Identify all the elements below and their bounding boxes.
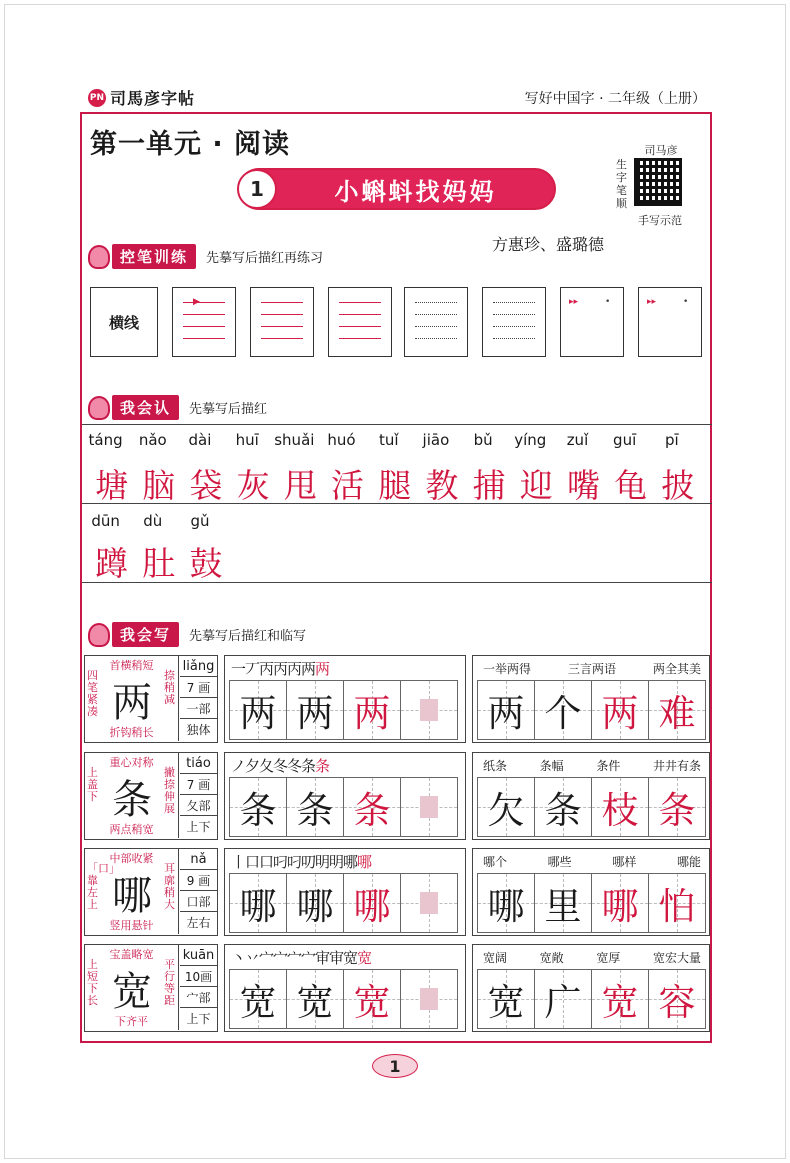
copy-cell[interactable] <box>229 969 287 1029</box>
brand-name: 司馬彦字帖 <box>110 89 196 108</box>
arrow-icon: ▶ <box>193 297 200 307</box>
practice-panel <box>224 752 466 840</box>
tip-bottom: 两点稍宽 <box>109 823 154 836</box>
tip-left: 上短下长 <box>87 958 98 1007</box>
pinyin-label: táng <box>88 431 123 449</box>
blank-cell[interactable] <box>400 777 458 837</box>
grid-char: 哪 <box>239 885 277 928</box>
word-cell[interactable] <box>477 680 535 740</box>
pink-mark-icon <box>420 892 438 914</box>
pinyin-label: guī <box>613 431 637 449</box>
grid-char: 条 <box>239 789 277 832</box>
char-strokes: 7 画 <box>180 677 217 698</box>
writing-row <box>84 944 710 1032</box>
char-info-panel <box>84 752 218 840</box>
pinyin-label: yíng <box>514 431 547 449</box>
grid-char: 怕 <box>658 885 696 928</box>
char-structure: 上下 <box>186 1012 211 1026</box>
stroke-order-black: ノ夕夂冬冬条 <box>231 757 316 775</box>
mascot-icon <box>88 623 110 647</box>
section-write-head <box>88 622 306 647</box>
pinyin-label: jiāo <box>422 431 450 449</box>
lesson-banner <box>238 168 556 210</box>
tip-top: 首横稍短 <box>109 659 154 672</box>
word-panel <box>472 848 710 936</box>
word-cell[interactable] <box>534 680 592 740</box>
trace-char: 龟 <box>614 466 648 505</box>
stroke-label: 横线 <box>90 287 158 357</box>
grid-char: 两 <box>353 692 391 735</box>
qr-name: 司马彦 <box>644 144 678 157</box>
practice-panel <box>224 655 466 743</box>
word-cell[interactable] <box>648 680 706 740</box>
tip-bottom: 竖用悬针 <box>109 919 154 932</box>
word-list <box>483 660 701 677</box>
series-title: 写好中国字 · 二年级（上册） <box>524 91 706 107</box>
char-guide <box>85 656 179 741</box>
stroke-order <box>231 947 371 969</box>
trace-char: 灰 <box>236 466 270 505</box>
stroke-order-final: 宽 <box>357 949 372 967</box>
word-cell[interactable] <box>534 777 592 837</box>
word-item: 条幅 <box>539 759 564 773</box>
char-radical: 一部 <box>180 698 217 719</box>
lesson-number: 1 <box>237 169 277 209</box>
trace-char: 活 <box>331 466 365 505</box>
pinyin-label: gǔ <box>190 512 210 530</box>
section-control-head <box>88 244 323 269</box>
trace-char: 迎 <box>519 466 553 505</box>
char-pinyin: kuān <box>180 945 217 966</box>
grid-char: 宽 <box>601 981 639 1024</box>
char-strokes: 7 画 <box>180 774 217 795</box>
tip-left: 上盖下 <box>87 766 98 803</box>
trace-char: 塘 <box>95 466 129 505</box>
copy-cell[interactable] <box>229 873 287 933</box>
stroke-order-final: 条 <box>315 757 330 775</box>
dot-icon: • <box>605 297 611 307</box>
blank-cell[interactable] <box>400 680 458 740</box>
word-cell[interactable] <box>591 969 649 1029</box>
char-pinyin: nǎ <box>180 849 217 870</box>
grid-char: 难 <box>658 692 696 735</box>
stroke-order <box>231 658 329 680</box>
stroke-box-blank[interactable] <box>638 287 702 357</box>
grid-char: 条 <box>658 789 696 832</box>
lesson-author: 方惠珍、盛璐德 <box>492 235 605 254</box>
practice-panel <box>224 944 466 1032</box>
char-row-2 <box>88 538 230 585</box>
grid-char: 广 <box>544 981 582 1024</box>
tip-right: 捺稍减 <box>164 669 175 706</box>
char-pinyin: tiáo <box>180 753 217 774</box>
mascot-icon <box>88 396 110 420</box>
word-cell[interactable] <box>477 873 535 933</box>
word-cell[interactable] <box>648 777 706 837</box>
word-item: 哪样 <box>612 855 637 869</box>
pinyin-label: bǔ <box>473 431 493 449</box>
section-instruction: 先摹写后描红再练习 <box>206 251 324 266</box>
tip-left: 「口」靠左上 <box>87 862 120 911</box>
practice-grid <box>229 873 457 933</box>
char-info-panel <box>84 944 218 1032</box>
word-cell[interactable] <box>477 777 535 837</box>
trace-char: 捕 <box>472 466 506 505</box>
model-char: 宽 <box>112 968 152 1015</box>
pink-mark-icon <box>420 699 438 721</box>
copy-cell[interactable] <box>286 777 344 837</box>
tip-right: 耳廓稍大 <box>164 862 175 911</box>
word-grid <box>477 777 705 837</box>
grid-char: 容 <box>658 981 696 1024</box>
section-instruction: 先摹写后描红和临写 <box>189 629 307 644</box>
copy-cell[interactable] <box>229 680 287 740</box>
pink-mark-icon <box>420 988 438 1010</box>
char-guide <box>85 849 179 934</box>
copy-cell[interactable] <box>229 777 287 837</box>
char-radical: 口部 <box>180 891 217 912</box>
trace-char: 肚 <box>142 544 176 583</box>
pinyin-label: huī <box>235 431 259 449</box>
word-item: 宽敞 <box>539 951 564 965</box>
word-item: 哪个 <box>483 855 508 869</box>
word-cell[interactable] <box>591 873 649 933</box>
section-tag: 我会认 <box>112 395 179 420</box>
tip-bottom: 下齐平 <box>115 1015 148 1028</box>
word-item: 一举两得 <box>483 662 532 676</box>
stroke-box-dotted[interactable] <box>482 287 546 357</box>
brand-logo-icon: PN <box>88 89 106 107</box>
word-list <box>483 853 701 870</box>
word-panel <box>472 752 710 840</box>
stroke-order <box>231 851 371 873</box>
tip-right: 平行等距 <box>164 958 175 1007</box>
pinyin-label: shuǎi <box>274 431 315 449</box>
word-cell[interactable] <box>534 873 592 933</box>
word-item: 宽阔 <box>483 951 508 965</box>
word-cell[interactable] <box>648 873 706 933</box>
trace-char: 脑 <box>142 466 176 505</box>
trace-cell[interactable] <box>343 777 401 837</box>
section-tag: 我会写 <box>112 622 179 647</box>
model-char: 条 <box>112 776 152 823</box>
stroke-box-red <box>172 287 236 357</box>
word-panel <box>472 655 710 743</box>
tip-left: 四笔紧凑 <box>87 669 98 718</box>
brand <box>88 86 195 109</box>
grid-char: 条 <box>353 789 391 832</box>
char-pinyin: liǎng <box>180 656 217 677</box>
dot-icon: • <box>683 297 689 307</box>
grid-char: 哪 <box>601 885 639 928</box>
practice-panel <box>224 848 466 936</box>
mascot-icon <box>88 245 110 269</box>
char-radical: 夂部 <box>180 795 217 816</box>
word-grid <box>477 969 705 1029</box>
copy-cell[interactable] <box>286 969 344 1029</box>
tip-top: 宝盖略宽 <box>109 948 154 961</box>
stroke-practice-row <box>90 287 710 357</box>
char-info-panel <box>84 655 218 743</box>
char-strokes: 9 画 <box>180 870 217 891</box>
word-item: 哪些 <box>547 855 572 869</box>
word-list <box>483 949 701 966</box>
rule-line <box>82 424 712 425</box>
arrow-icon: ▸▸ <box>647 297 657 307</box>
stroke-order-final: 两 <box>315 660 330 678</box>
trace-char: 教 <box>425 466 459 505</box>
word-cell[interactable] <box>534 969 592 1029</box>
trace-char: 蹲 <box>95 544 129 583</box>
trace-cell[interactable] <box>343 969 401 1029</box>
pinyin-label: dūn <box>91 512 120 530</box>
blank-cell[interactable] <box>400 969 458 1029</box>
pinyin-label: zuǐ <box>566 431 589 449</box>
writing-row <box>84 752 710 840</box>
writing-row <box>84 848 710 936</box>
pinyin-label: pī <box>664 431 679 449</box>
stroke-order-black: 丶丷宀宀宀宀审审宽 <box>231 949 358 967</box>
unit-title: 第一单元 · 阅读 <box>90 129 291 160</box>
pinyin-label: huó <box>327 431 356 449</box>
practice-grid <box>229 777 457 837</box>
word-item: 哪能 <box>676 855 701 869</box>
grid-char: 两 <box>487 692 525 735</box>
grid-char: 条 <box>544 789 582 832</box>
pinyin-row-2 <box>82 512 224 530</box>
word-item: 条件 <box>596 759 621 773</box>
qr-code-icon[interactable] <box>634 158 682 206</box>
stroke-box-red <box>250 287 314 357</box>
char-strokes: 10画 <box>180 966 217 987</box>
word-cell[interactable] <box>591 680 649 740</box>
pinyin-label: tuǐ <box>378 431 399 449</box>
char-row-1 <box>88 460 701 507</box>
rule-line <box>82 503 712 504</box>
grid-char: 条 <box>296 789 334 832</box>
qr-caption: 手写示范 <box>638 214 682 227</box>
word-list <box>483 757 701 774</box>
trace-char: 鼓 <box>189 544 223 583</box>
grid-char: 哪 <box>353 885 391 928</box>
char-structure: 独体 <box>186 723 211 737</box>
tip-bottom: 折钩稍长 <box>109 726 154 739</box>
stroke-order-black: 丨口口叼叼叨明明哪 <box>231 853 358 871</box>
pinyin-label: dài <box>188 431 212 449</box>
char-guide <box>85 753 179 838</box>
trace-char: 甩 <box>283 466 317 505</box>
grid-char: 两 <box>601 692 639 735</box>
grid-char: 宽 <box>239 981 277 1024</box>
char-radical: 宀部 <box>180 987 217 1008</box>
word-panel <box>472 944 710 1032</box>
practice-grid <box>229 680 457 740</box>
word-cell[interactable] <box>648 969 706 1029</box>
trace-char: 腿 <box>378 466 412 505</box>
grid-char: 哪 <box>296 885 334 928</box>
page-number-badge <box>372 1048 418 1078</box>
qr-block <box>616 142 696 227</box>
pinyin-label: nǎo <box>138 431 167 449</box>
stroke-order <box>231 755 329 777</box>
section-tag: 控笔训练 <box>112 244 196 269</box>
word-item: 纸条 <box>483 759 508 773</box>
writing-row <box>84 655 710 743</box>
stroke-order-black: 一丆丙丙丙两 <box>231 660 316 678</box>
tip-right: 撇捺伸展 <box>164 766 175 815</box>
stroke-box-red <box>328 287 392 357</box>
char-guide <box>85 945 179 1030</box>
word-item: 井井有条 <box>652 759 701 773</box>
copy-cell[interactable] <box>286 873 344 933</box>
word-item: 三言两语 <box>567 662 616 676</box>
word-cell[interactable] <box>477 969 535 1029</box>
tip-top: 重心对称 <box>109 756 154 769</box>
grid-char: 宽 <box>353 981 391 1024</box>
word-item: 两全其美 <box>652 662 701 676</box>
char-info-panel <box>84 848 218 936</box>
grid-char: 哪 <box>487 885 525 928</box>
grid-char: 欠 <box>487 789 525 832</box>
grid-char: 宽 <box>487 981 525 1024</box>
word-item: 宽厚 <box>596 951 621 965</box>
trace-cell[interactable] <box>343 680 401 740</box>
stroke-order-final: 哪 <box>357 853 372 871</box>
stroke-box-dotted[interactable] <box>404 287 468 357</box>
grid-char: 两 <box>296 692 334 735</box>
word-cell[interactable] <box>591 777 649 837</box>
model-char: 两 <box>112 679 152 726</box>
char-structure: 左右 <box>186 916 211 930</box>
rule-line <box>82 582 712 583</box>
practice-grid <box>229 969 457 1029</box>
trace-cell[interactable] <box>343 873 401 933</box>
pinyin-row-1 <box>82 431 695 449</box>
grid-char: 里 <box>544 885 582 928</box>
page-number: 1 <box>389 1057 401 1076</box>
grid-char: 两 <box>239 692 277 735</box>
grid-char: 枝 <box>601 789 639 832</box>
trace-char: 嘴 <box>566 466 600 505</box>
lesson-title: 小蝌蚪找妈妈 <box>334 176 497 206</box>
word-grid <box>477 680 705 740</box>
word-grid <box>477 873 705 933</box>
section-recognize-head <box>88 395 267 420</box>
arrow-icon: ▸▸ <box>569 297 579 307</box>
qr-side-label: 生字笔顺 <box>616 158 627 210</box>
pinyin-label: dù <box>143 512 163 530</box>
copy-cell[interactable] <box>286 680 344 740</box>
pink-mark-icon <box>420 796 438 818</box>
section-instruction: 先摹写后描红 <box>189 402 268 417</box>
tip-top: 中部收紧 <box>109 852 154 865</box>
grid-char: 宽 <box>296 981 334 1024</box>
grid-char: 个 <box>544 692 582 735</box>
stroke-box-blank[interactable] <box>560 287 624 357</box>
char-structure: 上下 <box>186 820 211 834</box>
trace-char: 披 <box>661 466 695 505</box>
model-char: 哪 <box>112 872 152 919</box>
blank-cell[interactable] <box>400 873 458 933</box>
word-item: 宽宏大量 <box>652 951 701 965</box>
trace-char: 袋 <box>189 466 223 505</box>
